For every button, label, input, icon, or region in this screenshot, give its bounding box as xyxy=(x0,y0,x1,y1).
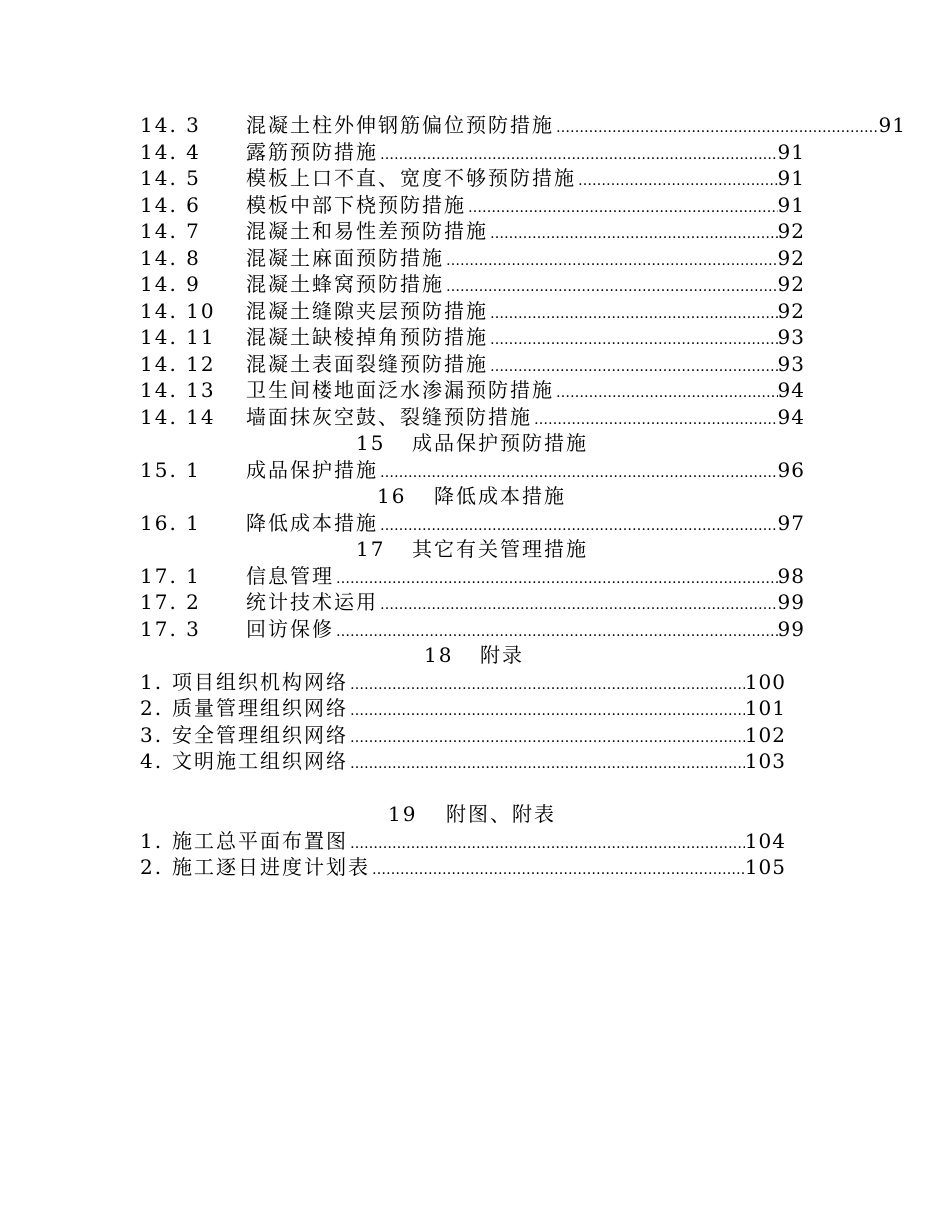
toc-entry-title: 统计技术运用 xyxy=(246,590,378,614)
toc-entry-number: 1. xyxy=(140,669,164,694)
toc-entry-number: 14. 4 xyxy=(140,139,201,164)
toc-entry-page: 91 xyxy=(777,192,805,217)
toc-entry-page: 92 xyxy=(777,219,805,243)
toc-entry-14-14 xyxy=(140,404,805,431)
section-heading-number: 16 xyxy=(377,484,407,508)
toc-entry-title: 混凝土缝隙夹层预防措施 xyxy=(246,298,488,323)
toc-entry-17-2 xyxy=(140,589,805,616)
toc-entry-title: 安全管理组织网络 xyxy=(172,722,348,747)
toc-entry-14-12 xyxy=(140,351,805,378)
toc-entry-title: 回访保修 xyxy=(246,616,334,641)
section-heading-15 xyxy=(140,430,805,457)
toc-entry-page: 91 xyxy=(777,166,805,190)
toc-entry-page: 98 xyxy=(777,563,805,588)
section-heading-number: 15 xyxy=(356,431,386,455)
toc-entry-title: 文明施工组织网络 xyxy=(172,749,348,773)
toc-entry-figure-2 xyxy=(140,854,805,881)
toc-entry-number: 3. xyxy=(140,722,164,747)
toc-entry-title: 质量管理组织网络 xyxy=(172,696,348,720)
toc-entry-14-5 xyxy=(140,165,805,192)
toc-entry-page: 103 xyxy=(744,749,786,773)
toc-entry-number: 14. 3 xyxy=(140,113,201,137)
dot-leader xyxy=(370,857,745,884)
toc-entry-number: 14. 13 xyxy=(140,378,216,402)
toc-entry-title: 信息管理 xyxy=(246,563,334,588)
toc-entry-page: 91 xyxy=(777,139,805,164)
toc-entry-number: 2. xyxy=(140,855,164,879)
section-heading-title: 其它有关管理措施 xyxy=(412,537,588,561)
toc-entry-number: 1. xyxy=(140,828,164,853)
toc-entry-number: 14. 5 xyxy=(140,166,201,190)
section-heading-19 xyxy=(140,801,805,828)
toc-entry-page: 99 xyxy=(777,590,805,614)
toc-entry-page: 101 xyxy=(744,696,786,720)
toc-entry-16-1 xyxy=(140,510,805,537)
section-heading-17 xyxy=(140,536,805,563)
toc-entry-14-6 xyxy=(140,192,805,219)
section-heading-title: 附图、附表 xyxy=(446,802,556,826)
toc-entry-page: 94 xyxy=(777,378,805,402)
toc-entry-14-13 xyxy=(140,377,805,404)
toc-entry-number: 14. 10 xyxy=(140,298,216,323)
table-of-contents xyxy=(140,112,906,881)
toc-entry-17-1 xyxy=(140,563,805,590)
section-heading-number: 19 xyxy=(388,802,418,826)
toc-entry-title: 模板上口不直、宽度不够预防措施 xyxy=(246,166,576,190)
toc-entry-number: 15. 1 xyxy=(140,457,201,482)
toc-entry-title: 降低成本措施 xyxy=(246,510,378,535)
toc-entry-page: 91 xyxy=(878,113,906,137)
toc-entry-14-3 xyxy=(140,112,906,139)
toc-entry-title: 卫生间楼地面泛水渗漏预防措施 xyxy=(246,378,554,402)
section-heading-18 xyxy=(140,642,805,669)
toc-entry-number: 14. 9 xyxy=(140,272,201,296)
toc-entry-appendix-2 xyxy=(140,695,805,722)
toc-entry-14-7 xyxy=(140,218,805,245)
toc-entry-14-4 xyxy=(140,139,805,166)
section-heading-title: 成品保护预防措施 xyxy=(412,431,588,455)
toc-entry-page: 93 xyxy=(777,351,805,376)
toc-entry-number: 17. 3 xyxy=(140,616,201,641)
section-heading-number: 18 xyxy=(424,643,454,667)
toc-entry-page: 97 xyxy=(777,510,805,535)
toc-entry-number: 17. 1 xyxy=(140,563,201,588)
toc-entry-number: 14. 7 xyxy=(140,219,201,243)
toc-entry-14-11 xyxy=(140,324,805,351)
toc-entry-number: 14. 11 xyxy=(140,325,216,349)
toc-entry-title: 项目组织机构网络 xyxy=(172,669,348,694)
toc-entry-page: 94 xyxy=(777,404,805,429)
toc-entry-title: 模板中部下桡预防措施 xyxy=(246,192,466,217)
toc-entry-page: 92 xyxy=(777,272,805,296)
toc-entry-title: 墙面抹灰空鼓、裂缝预防措施 xyxy=(246,404,532,429)
toc-entry-title: 施工逐日进度计划表 xyxy=(172,855,370,879)
toc-entry-14-9 xyxy=(140,271,805,298)
toc-entry-14-8 xyxy=(140,245,805,272)
toc-entry-page: 99 xyxy=(777,616,805,641)
toc-entry-number: 14. 12 xyxy=(140,351,216,376)
toc-entry-page: 93 xyxy=(777,325,805,349)
section-heading-number: 17 xyxy=(356,537,386,561)
blank-line xyxy=(140,775,805,802)
toc-entry-title: 施工总平面布置图 xyxy=(172,828,348,853)
toc-entry-page: 104 xyxy=(744,828,786,853)
toc-entry-number: 17. 2 xyxy=(140,590,201,614)
section-heading-title: 附录 xyxy=(480,643,524,667)
toc-entry-appendix-1 xyxy=(140,669,805,696)
toc-entry-title: 混凝土和易性差预防措施 xyxy=(246,219,488,243)
toc-entry-14-10 xyxy=(140,298,805,325)
toc-entry-title: 混凝土表面裂缝预防措施 xyxy=(246,351,488,376)
toc-entry-title: 混凝土麻面预防措施 xyxy=(246,245,444,270)
toc-entry-page: 105 xyxy=(744,855,786,879)
toc-entry-page: 92 xyxy=(777,245,805,270)
toc-entry-title: 混凝土蜂窝预防措施 xyxy=(246,272,444,296)
toc-entry-page: 96 xyxy=(777,457,805,482)
toc-entry-appendix-4 xyxy=(140,748,805,775)
toc-entry-number: 14. 8 xyxy=(140,245,201,270)
toc-entry-17-3 xyxy=(140,616,805,643)
toc-entry-title: 混凝土柱外伸钢筋偏位预防措施 xyxy=(246,113,554,137)
toc-entry-number: 14. 14 xyxy=(140,404,216,429)
dot-leader xyxy=(348,751,745,778)
toc-entry-number: 14. 6 xyxy=(140,192,201,217)
toc-entry-15-1 xyxy=(140,457,805,484)
toc-entry-title: 成品保护措施 xyxy=(246,457,378,482)
toc-entry-page: 92 xyxy=(777,298,805,323)
toc-entry-page: 102 xyxy=(744,722,786,747)
toc-entry-number: 16. 1 xyxy=(140,510,201,535)
toc-entry-appendix-3 xyxy=(140,722,805,749)
toc-entry-number: 2. xyxy=(140,696,164,720)
section-heading-16 xyxy=(140,483,805,510)
toc-entry-figure-1 xyxy=(140,828,805,855)
toc-entry-number: 4. xyxy=(140,749,164,773)
toc-entry-page: 100 xyxy=(744,669,786,694)
toc-entry-title: 混凝土缺棱掉角预防措施 xyxy=(246,325,488,349)
section-heading-title: 降低成本措施 xyxy=(434,484,566,508)
toc-entry-title: 露筋预防措施 xyxy=(246,139,378,164)
